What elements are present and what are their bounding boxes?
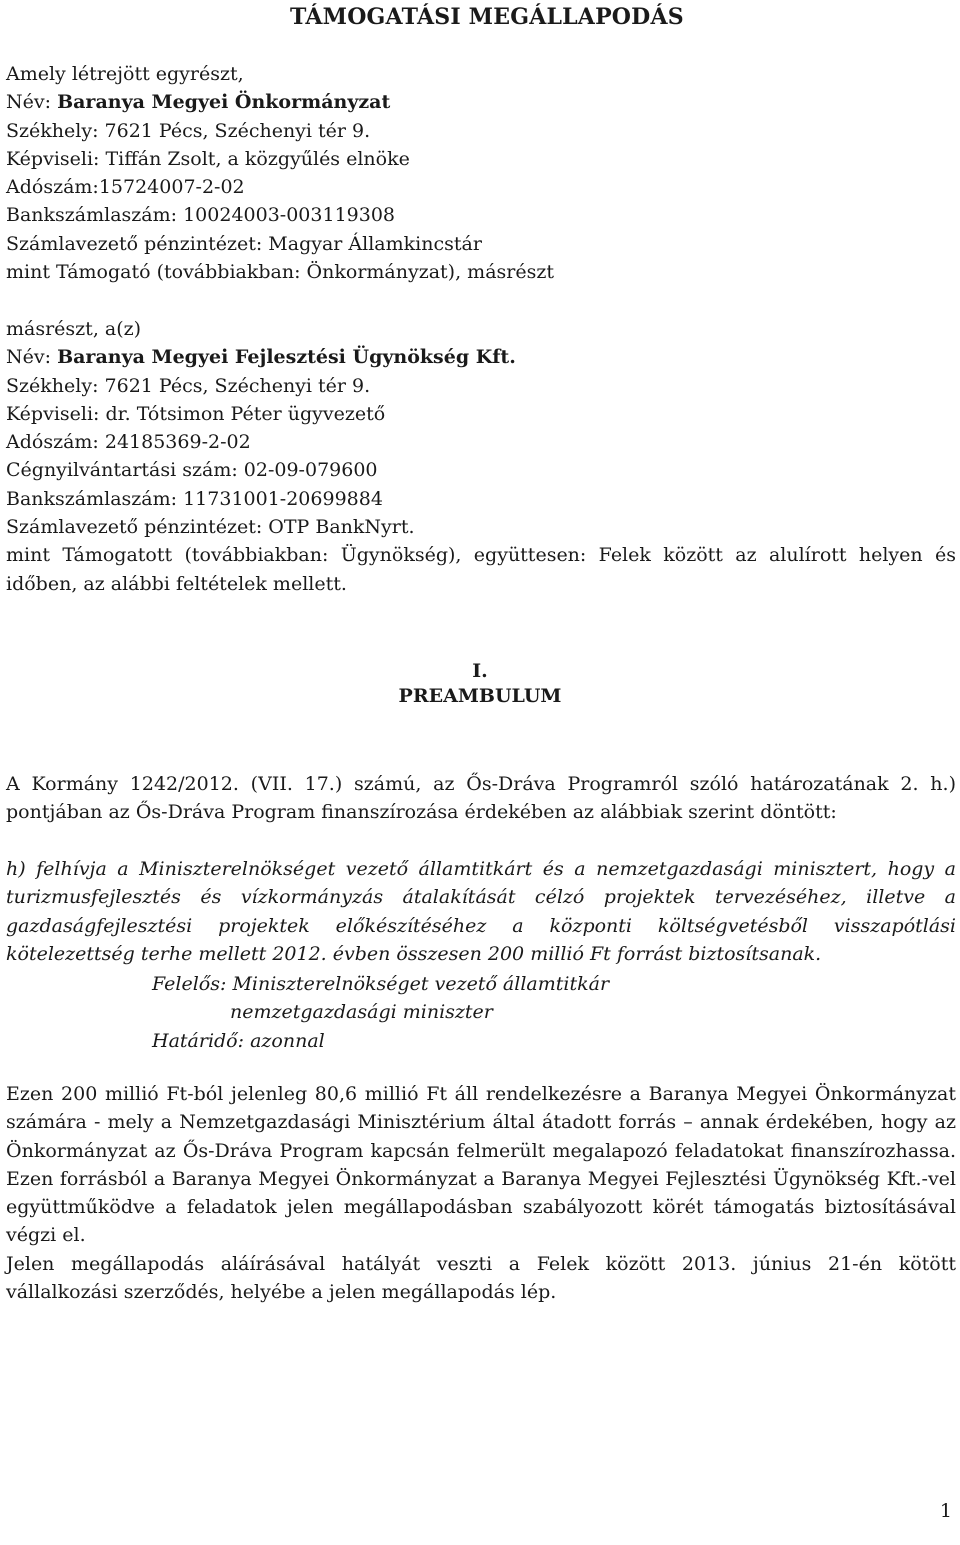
party1-seat: Székhely: 7621 Pécs, Széchenyi tér 9. — [6, 119, 371, 142]
party1-name-line — [6, 88, 956, 116]
responsible-label: Felelős: — [152, 973, 227, 995]
responsible-person1: Miniszterelnökséget vezető államtitkár — [232, 973, 610, 995]
party2-bank-inst: Számlavezető pénzintézet: OTP BankNyrt. — [6, 516, 415, 539]
section-number: I. — [472, 660, 488, 682]
party1-bank: Bankszámlaszám: 10024003-003119308 — [6, 204, 396, 227]
party2-intro: másrészt, a(z) — [6, 318, 142, 340]
party1-bank-inst: Számlavezető pénzintézet: Magyar Államkincstár — [6, 232, 482, 255]
preamble-paragraph: A Kormány 1242/2012. (VII. 17.) számú, az Ős-Dráva Programról szóló határozatának 2. h.) pontjában az Ős-Dráva Program finanszírozása érdekében az alábbiak szerint döntött: — [6, 773, 956, 824]
responsible-line1 — [152, 970, 852, 998]
party2-block — [6, 315, 956, 598]
responsible-person2: nemzetgazdasági miniszter — [230, 1001, 493, 1024]
party1-block — [6, 60, 956, 286]
party1-tax: Adószám:15724007-2-02 — [6, 176, 245, 199]
party2-seat: Székhely: 7621 Pécs, Széchenyi tér 9. — [6, 374, 371, 397]
party1-rep: Képviseli: Tiffán Zsolt, a közgyűlés elnöke — [6, 147, 410, 170]
deadline-label: Határidő: — [152, 1029, 245, 1052]
deadline-value: azonnal — [250, 1029, 325, 1052]
decision-paragraph: h) felhívja a Miniszterelnökséget vezető államtitkárt és a nemzetgazdasági minisztert, hogy a turizmusfejlesztés és vízkormányzás átalakítását célzó projektek tervezéséhez, illetve a gazdaságfejlesztési projektek előkészítéséhez a központi költségvetésből visszapótlási kötelezettség terhe mellett 2012. évben összesen 200 millió Ft forrást biztosítsanak. — [6, 858, 956, 965]
responsible-block — [152, 970, 852, 1055]
party1-intro: Amely létrejött egyrészt, — [6, 63, 244, 85]
paragraph-supersede: Jelen megállapodás aláírásával hatályát veszti a Felek között 2013. június 21-én kötött vállalkozási szerződés, helyébe a jelen megállapodás lép. — [6, 1253, 956, 1304]
party2-role: mint Támogatott (továbbiakban: Ügynökség), együttesen: Felek között az alulírott helyen és időben, az alábbi feltételek mellett. — [6, 544, 956, 595]
page-number: 1 — [939, 1500, 952, 1522]
section-title: PREAMBULUM — [398, 685, 562, 707]
party2-name-label: Név: — [6, 346, 52, 369]
document-title: TÁMOGATÁSI MEGÁLLAPODÁS — [290, 4, 684, 30]
party1-name-label: Név: — [6, 91, 52, 114]
paragraph-funding: Ezen 200 millió Ft-ból jelenleg 80,6 millió Ft áll rendelkezésre a Baranya Megyei Önkormányzat számára - mely a Nemzetgazdasági Minisztérium által átadott forrás – annak érdekében, hogy az Önkormányzat az Ős-Dráva Program kapcsán felmerült megalapozó feladatokat finanszírozhassa. Ezen forrásból a Baranya Megyei Önkormányzat a Baranya Megyei Fejlesztési Ügynökség Kft.-vel együttműködve a feladatok jelen megállapodásban szabályozott körét támogatás biztosításával végzi el. — [6, 1083, 956, 1247]
party2-reg: Cégnyilvántartási szám: 02-09-079600 — [6, 459, 378, 482]
party2-rep: Képviseli: dr. Tótsimon Péter ügyvezető — [6, 402, 386, 425]
party2-bank: Bankszámlaszám: 11731001-20699884 — [6, 487, 383, 510]
deadline-line — [152, 1027, 852, 1055]
party2-name-line — [6, 343, 956, 371]
party2-tax: Adószám: 24185369-2-02 — [6, 431, 251, 454]
party2-name: Baranya Megyei Fejlesztési Ügynökség Kft. — [57, 346, 516, 369]
party1-role: mint Támogató (továbbiakban: Önkormányzat), másrészt — [6, 261, 554, 284]
party1-name: Baranya Megyei Önkormányzat — [57, 91, 391, 114]
